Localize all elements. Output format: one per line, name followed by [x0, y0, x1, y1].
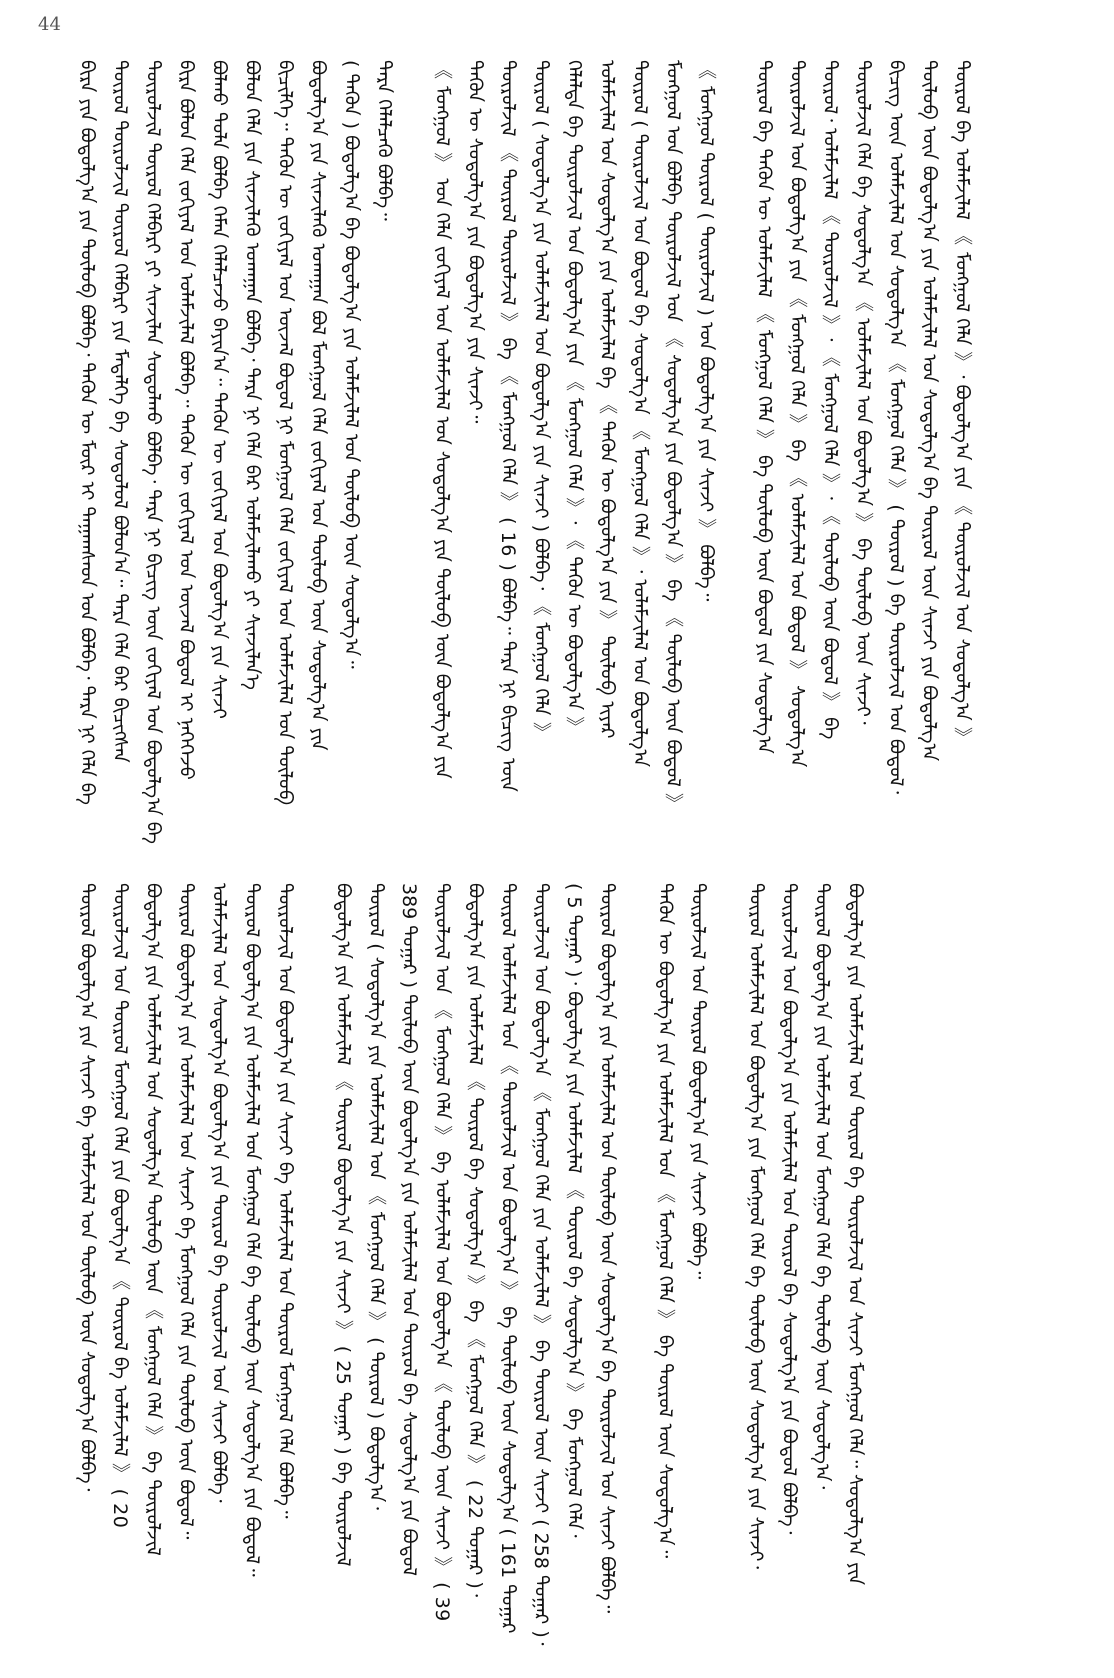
- text-column: ᠲᠥᠷᠦᠯ᠂ ᠤᠯᠠᠮᠵᠢᠯᠠᠯ 《 ᠲᠥᠷᠥᠯᠵᠢᠯ 》᠂ 《 ᠮᠣᠩᠭᠣᠯ ᠬᠡᠯᠡ 》᠂ 《 ᠲᠥᠯᠦᠪ ᠦᠨ ᠪᠣᠳᠤᠯ 》 ᠪᠠ: [819, 60, 841, 740]
- text-column: ᠪᠣᠳᠤᠯᠭ᠎ᠠ ᠶᠢᠨ ᠤᠯᠠᠮᠵᠢᠯᠠᠯ 《 ᠲᠥᠷᠦᠯ ᠪᠣᠳᠤᠯᠭ᠎ᠠ ᠶᠢᠨ ᠰᠢᠨᠵᠢ 》 ( 25 ᠳᠤᠭᠠᠷ ) ᠪᠠ ᠲᠥᠷᠥᠯᠵᠢᠯ: [332, 883, 354, 1567]
- text-column: ᠲᠥᠷᠥᠯᠵᠢᠯ ᠲᠥᠷᠦᠯ ᠬᠡᠯᠪᠡᠷᠢ ᠶᠢ ᠰᠢᠨᠵᠢᠯᠡᠨ ᠰᠤᠳᠤᠯᠬᠤ ᠪᠣᠯᠪᠠ᠂ ᠲᠡᠷᠡ ᠨᠢ ᠪᠢᠴᠢᠭ ᠦᠨ ᠵᠣᠬᠢᠶᠠᠯ ᠤᠨ ᠪᠣᠳᠤᠯᠭ᠎ᠠ ᠪᠠ: [142, 60, 164, 844]
- text-column: ᠤᠯᠠᠮᠵᠢᠯᠠᠯ ᠤᠨ ᠰᠤᠳᠤᠯᠭ᠎ᠠ ᠪᠣᠳᠤᠯᠭ᠎ᠠ ᠶᠢᠨ ᠲᠥᠷᠦᠯ ᠪᠠ ᠲᠥᠷᠥᠯᠵᠢᠯ ᠤᠨ ᠰᠢᠨᠵᠢ ᠪᠣᠯᠪᠠ᠂: [208, 883, 230, 1503]
- text-column: ᠪᠣᠳᠤᠯᠭ᠎ᠠ ᠶᠢᠨ ᠤᠯᠠᠮᠵᠢᠯᠠᠯ 《 ᠲᠥᠷᠦᠯ ᠪᠠ ᠰᠤᠳᠤᠯᠭ᠎ᠠ 》 ᠪᠠ 《 ᠮᠣᠩᠭᠣᠯ ᠬᠡᠯᠡ 》 ( 22 ᠳᠤᠭᠠᠷ )᠂: [464, 883, 486, 1598]
- column-gap: [724, 60, 746, 860]
- text-column: ᠲᠡᠷᠡ ᠬᠡᠯᠡᠯᠴᠡᠬᠦ ᠪᠣᠯᠪᠠ᠃: [373, 60, 395, 221]
- text-column: ᠲᠥᠷᠦᠯ ᠪᠣᠳᠤᠯᠭ᠎ᠠ ᠶᠢᠨ ᠤᠯᠠᠮᠵᠢᠯᠠᠯ ᠤᠨ ᠮᠣᠩᠭᠣᠯ ᠬᠡᠯᠡ ᠪᠠ ᠲᠥᠯᠦᠪ ᠦᠨ ᠰᠤᠳᠤᠯᠭ᠎ᠠ ᠶᠢᠨ ᠪᠣᠳᠤᠯ᠃: [241, 883, 263, 1577]
- text-column: ᠲᠥᠷᠦᠯ ( ᠰᠤᠳᠤᠯᠭ᠎ᠠ ᠶᠢᠨ ᠤᠯᠠᠮᠵᠢᠯᠠᠯ ᠤᠨ 《 ᠮᠣᠩᠭᠣᠯ ᠬᠡᠯᠡ 》 ( ᠲᠥᠷᠦᠯ ) ᠪᠣᠳᠤᠯᠭ᠎ᠠ᠂: [365, 883, 387, 1510]
- column-gap: [402, 60, 424, 860]
- text-column: ᠪᠣᠳᠤᠯᠭ᠎ᠠ ᠶᠢᠨ ᠤᠯᠠᠮᠵᠢᠯᠠᠯ ᠤᠨ ᠰᠤᠳᠤᠯᠭ᠎ᠠ ᠲᠥᠯᠦᠪ ᠦᠨ 《 ᠮᠣᠩᠭᠣᠯ ᠬᠡᠯᠡ 》 ᠪᠠ ᠲᠥᠷᠥᠯᠵᠢᠯ: [142, 883, 164, 1556]
- text-column: ᠲᠥᠷᠥᠯᠵᠢᠯ ᠤᠨ ᠪᠣᠳᠤᠯᠭ᠎ᠠ ᠶᠢᠨ ᠤᠯᠠᠮᠵᠢᠯᠠᠯ ᠤᠨ ᠲᠥᠷᠦᠯ ᠪᠠ ᠰᠤᠳᠤᠯᠭ᠎ᠠ ᠶᠢᠨ ᠪᠣᠳᠤᠯ ᠪᠣᠯᠪᠠ᠂: [778, 883, 800, 1535]
- text-column: ᠲᠥᠷᠦᠯ ᠤᠯᠠᠮᠵᠢᠯᠠᠯ ᠤᠨ 《 ᠲᠥᠷᠥᠯᠵᠢᠯ ᠤᠨ ᠪᠣᠳᠤᠯᠭ᠎ᠠ 》 ᠪᠠ ᠲᠥᠯᠦᠪ ᠦᠨ ᠰᠤᠳᠤᠯᠭ᠎ᠠ ( 161 ᠳᠤᠭᠠᠷ: [497, 883, 519, 1634]
- text-column: ᠪᠣᠳᠤᠯᠭ᠎ᠠ ᠶᠢᠨ ᠤᠯᠠᠮᠵᠢᠯᠠᠯ ᠤᠨ ᠲᠥᠷᠦᠯ ᠪᠠ ᠲᠥᠷᠥᠯᠵᠢᠯ ᠤᠨ ᠰᠢᠨᠵᠢ ᠮᠣᠩᠭᠣᠯ ᠬᠡᠯᠡ᠃ ᠰᠤᠳᠤᠯᠭ᠎ᠠ ᠶᠢᠨ: [844, 883, 866, 1586]
- text-column: ᠪᠣᠯᠬᠤ ᠲᠤᠯᠠ ᠪᠣᠯᠪᠠ ᠬᠡᠮᠡᠨ ᠬᠡᠯᠡᠯᠴᠡᠵᠦ ᠪᠠᠶᠢᠨ᠎ᠠ᠃ ᠲᠡᠭᠦᠨ ᠦ ᠵᠣᠬᠢᠶᠠᠯ ᠤᠨ ᠪᠣᠳᠤᠯᠭ᠎ᠠ ᠶᠢᠨ ᠰᠢᠨᠵᠢ: [208, 60, 230, 719]
- page-number: 44: [38, 14, 61, 35]
- text-column: ᠪᠣᠯᠣᠨ ᠬᠡᠯᠡ ᠶᠢᠨ ᠰᠢᠨᠵᠢᠯᠡᠬᠦ ᠤᠬᠠᠭᠠᠨ ᠪᠣᠯᠪᠠ᠂ ᠲᠡᠷᠡ ᠨᠢ ᠬᠡᠯᠡ ᠪᠡᠷ ᠤᠯᠠᠮᠵᠢᠯᠠᠬᠤ ᠶᠢ ᠰᠢᠨᠵᠢᠯᠡᠨ᠎ᠡ: [241, 60, 263, 690]
- text-column: ᠲᠥᠷᠦᠯ ᠲᠥᠷᠥᠯᠵᠢᠯ ᠲᠥᠷᠦᠯ ᠬᠡᠯᠪᠡᠷᠢ ᠶᠢᠨ ᠮᠡᠳᠡᠯᠭᠡ ᠪᠠ ᠰᠤᠳᠤᠯᠤᠯ ᠪᠣᠯᠤᠨ᠎ᠠ᠃ ᠲᠡᠷᠡ ᠬᠡᠯᠡ ᠪᠡᠷ ᠪᠢᠴᠢᠭᠰᠡᠨ: [109, 60, 131, 763]
- text-column: ᠮᠣᠩᠭᠣᠯ ᠤᠨ ᠪᠣᠯᠪᠠ ᠲᠥᠷᠥᠯᠵᠢᠯ ᠤᠨ 《 ᠰᠤᠳᠤᠯᠭ᠎ᠠ ᠶᠢᠨ ᠪᠣᠳᠤᠯᠭ᠎ᠠ 》 ᠪᠠ 《 ᠲᠥᠯᠦᠪ ᠦᠨ ᠪᠣᠳᠤᠯ 》: [662, 60, 684, 813]
- text-column: ᠲᠥᠷᠥᠯᠵᠢᠯ ᠬᠡᠯᠡ ᠪᠠ ᠰᠤᠳᠤᠯᠭ᠎ᠠ 《 ᠤᠯᠠᠮᠵᠢᠯᠠᠯ ᠤᠨ ᠪᠣᠳᠤᠯᠭ᠎ᠠ 》 ᠪᠠ ᠲᠥᠯᠦᠪ ᠦᠨ ᠰᠢᠨᠵᠢ᠂: [852, 60, 874, 725]
- text-column: ᠲᠥᠯᠦᠪ ᠦᠨ ᠪᠣᠳᠤᠯᠭ᠎ᠠ ᠶᠢᠨ ᠤᠯᠠᠮᠵᠢᠯᠠᠯ ᠤᠨ ᠰᠤᠳᠤᠯᠭ᠎ᠠ ᠪᠠ ᠲᠥᠷᠦᠯ ᠦᠨ ᠰᠢᠨᠵᠢ ᠶᠢᠨ ᠪᠣᠳᠤᠯᠭ᠎ᠠ: [918, 60, 940, 762]
- column-gap: [716, 883, 738, 1653]
- text-column: ᠲᠥᠷᠥᠯᠵᠢᠯ ᠤᠨ ᠲᠥᠷᠦᠯ ᠪᠣᠳᠤᠯᠭ᠎ᠠ ᠶᠢᠨ ᠰᠢᠨᠵᠢ ᠪᠣᠯᠪᠠ᠃: [687, 883, 709, 1280]
- text-column: ᠪᠢᠷᠠ ᠪᠣᠯᠤᠨ ᠬᠡᠯᠡ ᠵᠣᠬᠢᠶᠠᠯ ᠤᠨ ᠤᠯᠠᠮᠵᠢᠯᠠᠯ ᠪᠣᠯᠪᠠ᠃ ᠲᠡᠭᠦᠨ ᠦ ᠵᠣᠬᠢᠶᠠᠯ ᠤᠨ ᠦᠵᠡᠯ ᠪᠣᠳᠤᠯ ᠢ ᠨᠡᠭᠡᠭᠡᠵᠦ: [175, 60, 197, 780]
- text-column: ᠲᠥᠷᠦᠯ ( ᠰᠤᠳᠤᠯᠭ᠎ᠠ ᠶᠢᠨ ᠤᠯᠠᠮᠵᠢᠯᠠᠯ ᠤᠨ ᠪᠣᠳᠤᠯᠭ᠎ᠠ ᠶᠢᠨ ᠰᠢᠨᠵᠢ ) ᠪᠣᠯᠪᠠ᠂ 《 ᠮᠣᠩᠭᠣᠯ ᠬᠡᠯᠡ 》: [530, 60, 552, 742]
- text-column: ᠲᠥᠷᠦᠯ ᠪᠣᠳᠤᠯᠭ᠎ᠠ ᠶᠢᠨ ᠤᠯᠠᠮᠵᠢᠯᠠᠯ ᠤᠨ ᠮᠣᠩᠭᠣᠯ ᠬᠡᠯᠡ ᠪᠠ ᠲᠥᠯᠦᠪ ᠦᠨ ᠰᠤᠳᠤᠯᠭ᠎ᠠ᠂: [811, 883, 833, 1490]
- text-column: ᠲᠥᠷᠦᠯ ᠪᠣᠳᠤᠯᠭ᠎ᠠ ᠶᠢᠨ ᠤᠯᠠᠮᠵᠢᠯᠠᠯ ᠤᠨ ᠲᠥᠯᠦᠪ ᠦᠨ ᠰᠤᠳᠤᠯᠭ᠎ᠠ ᠪᠠ ᠲᠥᠷᠥᠯᠵᠢᠯ ᠤᠨ ᠰᠢᠨᠵᠢ ᠪᠣᠯᠪᠠ᠃: [596, 883, 618, 1614]
- text-column: ᠪᠢᠴᠢᠭ ᠦᠨ ᠤᠯᠠᠮᠵᠢᠯᠠᠯ ᠤᠨ ᠰᠤᠳᠤᠯᠭ᠎ᠠ 《 ᠮᠣᠩᠭᠣᠯ ᠬᠡᠯᠡ 》 ( ᠲᠥᠷᠦᠯ ) ᠪᠠ ᠲᠥᠷᠥᠯᠵᠢᠯ ᠤᠨ ᠪᠣᠳᠤᠯ᠂: [885, 60, 907, 795]
- text-column: ᠪᠣᠳᠤᠯᠭ᠎ᠠ ᠶᠢᠨ ᠰᠢᠨᠵᠢᠯᠡᠬᠦ ᠤᠬᠠᠭᠠᠨ ᠪᠣᠯ ᠮᠣᠩᠭᠣᠯ ᠬᠡᠯᠡ ᠵᠣᠬᠢᠶᠠᠯ ᠤᠨ ᠲᠥᠯᠦᠪ ᠦᠨ ᠰᠤᠳᠤᠯᠭ᠎ᠠ ᠶᠢᠨ: [307, 60, 329, 751]
- text-column: ᠪᠢᠴᠢᠯᠭᠡ᠃ ᠲᠡᠭᠦᠨ ᠦ ᠵᠣᠬᠢᠶᠠᠯ ᠤᠨ ᠦᠵᠡᠯ ᠪᠣᠳᠤᠯ ᠨᠢ ᠮᠣᠩᠭᠣᠯ ᠬᠡᠯᠡ ᠵᠣᠬᠢᠶᠠᠯ ᠤᠨ ᠤᠯᠠᠮᠵᠢᠯᠠᠯ ᠤᠨ ᠲᠥᠯᠦᠪ: [274, 60, 296, 806]
- text-column: ᠲᠥᠷᠦᠯ ᠪᠠ ᠤᠯᠠᠮᠵᠢᠯᠠᠯ 《 ᠮᠣᠩᠭᠣᠯ ᠬᠡᠯᠡ 》᠂ ᠪᠣᠳᠤᠯᠭ᠎ᠠ ᠶᠢᠨ 《 ᠲᠥᠷᠥᠯᠵᠢᠯ ᠤᠨ ᠰᠤᠳᠤᠯᠭ᠎ᠠ 》: [951, 60, 973, 747]
- text-column: ᠲᠥᠷᠥᠯᠵᠢᠯ ᠤᠨ ᠲᠥᠷᠦᠯ ᠮᠣᠩᠭᠣᠯ ᠬᠡᠯᠡ ᠶᠢᠨ ᠪᠣᠳᠤᠯᠭ᠎ᠠ 《 ᠲᠥᠷᠦᠯ ᠪᠠ ᠤᠯᠠᠮᠵᠢᠯᠠᠯ 》 ( 20: [109, 883, 131, 1529]
- text-column: 《 ᠮᠣᠩᠭᠣᠯ 》 ᠤᠨ ᠬᠡᠯᠡ ᠵᠣᠬᠢᠶᠠᠯ ᠤᠨ ᠤᠯᠠᠮᠵᠢᠯᠠᠯ ᠤᠨ ᠰᠤᠳᠤᠯᠭ᠎ᠠ ᠶᠢᠨ ᠲᠥᠯᠦᠪ ᠦᠨ ᠪᠣᠳᠤᠯᠭ᠎ᠠ ᠶᠢᠨ: [431, 60, 453, 779]
- text-column: ᠲᠥᠷᠦᠯ ᠪᠣᠳᠤᠯᠭ᠎ᠠ ᠶᠢᠨ ᠤᠯᠠᠮᠵᠢᠯᠠᠯ ᠤᠨ ᠰᠢᠨᠵᠢ ᠪᠠ ᠮᠣᠩᠭᠣᠯ ᠬᠡᠯᠡ ᠶᠢᠨ ᠲᠥᠯᠦᠪ ᠦᠨ ᠪᠣᠳᠤᠯ᠃: [175, 883, 197, 1540]
- text-column: ( ᠲᠡᠭᠦᠨ ) ᠪᠣᠳᠤᠯᠭ᠎ᠠ ᠪᠠ ᠪᠣᠳᠤᠯᠭ᠎ᠠ ᠶᠢᠨ ᠤᠯᠠᠮᠵᠢᠯᠠᠯ ᠤᠨ ᠲᠥᠯᠦᠪ ᠦᠨ ᠰᠤᠳᠤᠯᠭ᠎ᠠ᠃: [340, 60, 362, 669]
- text-column: ᠬᠡᠯᠡᠯᠲᠡ ᠪᠠ ᠲᠥᠷᠥᠯᠵᠢᠯ ᠤᠨ ᠪᠣᠳᠤᠯᠭ᠎ᠠ ᠶᠢᠨ 《 ᠮᠣᠩᠭᠣᠯ ᠬᠡᠯᠡ 》᠂ 《 ᠲᠡᠭᠦᠨ ᠦ ᠪᠣᠳᠤᠯᠭ᠎ᠠ 》: [563, 60, 585, 736]
- text-column: ᠲᠥᠷᠦᠯ ᠪᠠ ᠲᠡᠭᠦᠨ ᠦ ᠤᠯᠠᠮᠵᠢᠯᠠᠯ 《 ᠮᠣᠩᠭᠣᠯ ᠬᠡᠯᠡ 》 ᠪᠠ ᠲᠥᠯᠦᠪ ᠦᠨ ᠪᠣᠳᠤᠯ ᠶᠢᠨ ᠰᠤᠳᠤᠯᠭ᠎ᠠ: [753, 60, 775, 754]
- text-column: ( 5 ᠳᠤᠭᠠᠷ )᠂ ᠪᠣᠳᠤᠯᠭ᠎ᠠ ᠶᠢᠨ ᠤᠯᠠᠮᠵᠢᠯᠠᠯ 《 ᠲᠥᠷᠦᠯ ᠪᠠ ᠰᠤᠳᠤᠯᠭ᠎ᠠ 》 ᠪᠠ ᠮᠣᠩᠭᠣᠯ ᠬᠡᠯᠡ᠂: [563, 883, 585, 1538]
- text-column: ᠲᠥᠷᠥᠯᠵᠢᠯ 《 ᠲᠥᠷᠦᠯ ᠲᠥᠷᠥᠯᠵᠢᠯ 》 ᠪᠠ 《 ᠮᠣᠩᠭᠣᠯ ᠬᠡᠯᠡ 》 ( 16 ) ᠪᠣᠯᠪᠠ᠃ ᠲᠡᠷᠡ ᠨᠢ ᠪᠢᠴᠢᠭ ᠦᠨ: [497, 60, 519, 792]
- text-column: ᠲᠥᠷᠦᠯ ᠪᠣᠳᠤᠯᠭ᠎ᠠ ᠶᠢᠨ ᠰᠢᠨᠵᠢ ᠪᠠ ᠤᠯᠠᠮᠵᠢᠯᠠᠯ ᠤᠨ ᠲᠥᠯᠦᠪ ᠦᠨ ᠰᠤᠳᠤᠯᠭ᠎ᠠ ᠪᠣᠯᠪᠠ᠂: [76, 883, 98, 1492]
- text-column: ᠲᠡᠭᠦᠨ ᠦ ᠪᠣᠳᠤᠯᠭ᠎ᠠ ᠶᠢᠨ ᠤᠯᠠᠮᠵᠢᠯᠠᠯ ᠤᠨ 《 ᠮᠣᠩᠭᠣᠯ ᠬᠡᠯᠡ 》 ᠪᠠ ᠲᠥᠷᠦᠯ ᠦᠨ ᠰᠤᠳᠤᠯᠭ᠎ᠠ᠃: [654, 883, 676, 1559]
- text-column: ᠲᠥᠷᠦᠯ ( ᠲᠥᠷᠥᠯᠵᠢᠯ ᠤᠨ ᠪᠣᠳᠤᠯ ᠪᠠ ᠰᠤᠳᠤᠯᠭ᠎ᠠ 《 ᠮᠣᠩᠭᠣᠯ ᠬᠡᠯᠡ 》᠂ ᠤᠯᠠᠮᠵᠢᠯᠠᠯ ᠤᠨ ᠪᠣᠳᠤᠯᠭ᠎ᠠ: [629, 60, 651, 768]
- text-column: 389 ᠳᠤᠭᠠᠷ ) ᠲᠥᠯᠦᠪ ᠦᠨ ᠪᠣᠳᠤᠯᠭ᠎ᠠ ᠶᠢᠨ ᠤᠯᠠᠮᠵᠢᠯᠠᠯ ᠤᠨ ᠲᠥᠷᠦᠯ ᠪᠠ ᠰᠤᠳᠤᠯᠭ᠎ᠠ ᠶᠢᠨ ᠪᠣᠳᠤᠯ: [398, 883, 420, 1576]
- text-column: ᠪᠢᠷᠠ ᠶᠢᠨ ᠪᠣᠳᠤᠯᠭ᠎ᠠ ᠶᠢᠨ ᠲᠥᠯᠦᠪ ᠪᠣᠯᠪᠠ᠂ ᠲᠡᠭᠦᠨ ᠦ ᠮᠥᠷ ᠢ ᠳᠠᠭᠠᠭᠰᠠᠳ ᠣᠨ ᠪᠣᠯᠪᠠ᠂ ᠲᠡᠷᠡ ᠨᠢ ᠬᠡᠯᠡ ᠪᠡ: [76, 60, 98, 805]
- text-column: 《 ᠮᠣᠩᠭᠣᠯ ᠲᠥᠷᠦᠯ ( ᠲᠥᠷᠥᠯᠵᠢᠯ ) ᠤᠨ ᠪᠣᠳᠤᠯᠭ᠎ᠠ ᠶᠢᠨ ᠰᠢᠨᠵᠢ 》 ᠪᠣᠯᠪᠠ᠃: [695, 60, 717, 602]
- text-column: ᠲᠥᠷᠥᠯᠵᠢᠯ ᠤᠨ ᠪᠣᠳᠤᠯᠭ᠎ᠠ ᠶᠢᠨ 《 ᠮᠣᠩᠭᠣᠯ ᠬᠡᠯᠡ 》 ᠪᠠ 《 ᠤᠯᠠᠮᠵᠢᠯᠠᠯ ᠤᠨ ᠪᠣᠳᠤᠯ 》 ᠰᠤᠳᠤᠯᠭ᠎ᠠ: [786, 60, 808, 768]
- text-column: ᠲᠥᠷᠦᠯ ᠤᠯᠠᠮᠵᠢᠯᠠᠯ ᠤᠨ ᠪᠣᠳᠤᠯᠭ᠎ᠠ ᠶᠢᠨ ᠮᠣᠩᠭᠣᠯ ᠬᠡᠯᠡ ᠪᠠ ᠲᠥᠯᠦᠪ ᠦᠨ ᠰᠤᠳᠤᠯᠭ᠎ᠠ ᠶᠢᠨ ᠰᠢᠨᠵᠢ᠂: [745, 883, 767, 1570]
- column-gap: [625, 883, 647, 1653]
- lower-text-block: [72, 883, 870, 1653]
- text-column: ᠤᠯᠠᠮᠵᠢᠯᠠᠯ ᠤᠨ ᠰᠤᠳᠤᠯᠭ᠎ᠠ ᠶᠢᠨ ᠤᠯᠠᠮᠵᠢᠯᠠᠯ ᠪᠠ 《 ᠲᠡᠭᠦᠨ ᠦ ᠪᠣᠳᠤᠯᠭ᠎ᠠ ᠶᠢᠨ 》 ᠲᠥᠯᠦᠪ ᠢᠶᠠᠷ: [596, 60, 618, 739]
- text-column: ᠲᠡᠭᠦᠨ ᠦ ᠰᠤᠳᠤᠯᠭ᠎ᠠ ᠶᠢᠨ ᠪᠣᠳᠤᠯᠭ᠎ᠠ ᠶᠢᠨ ᠰᠢᠨᠵᠢ᠃: [464, 60, 486, 424]
- text-column: ᠲᠥᠷᠥᠯᠵᠢᠯ ᠤᠨ ᠪᠣᠳᠤᠯᠭ᠎ᠠ 《 ᠮᠣᠩᠭᠣᠯ ᠬᠡᠯᠡ ᠶᠢᠨ ᠤᠯᠠᠮᠵᠢᠯᠠᠯ 》 ᠪᠠ ᠲᠥᠷᠦᠯ ᠦᠨ ᠰᠢᠨᠵᠢ ( 258 ᠳᠤᠭᠠᠷ )᠂: [530, 883, 552, 1646]
- text-column: ᠲᠥᠷᠥᠯᠵᠢᠯ ᠤᠨ 《 ᠮᠣᠩᠭᠣᠯ ᠬᠡᠯᠡ 》 ᠪᠠ ᠤᠯᠠᠮᠵᠢᠯᠠᠯ ᠤᠨ ᠪᠣᠳᠤᠯᠭ᠎ᠠ 《 ᠲᠥᠯᠦᠪ ᠦᠨ ᠰᠢᠨᠵᠢ 》 ( 39: [431, 883, 453, 1622]
- text-column: ᠲᠥᠷᠥᠯᠵᠢᠯ ᠤᠨ ᠪᠣᠳᠤᠯᠭ᠎ᠠ ᠶᠢᠨ ᠰᠢᠨᠵᠢ ᠪᠠ ᠤᠯᠠᠮᠵᠢᠯᠠᠯ ᠤᠨ ᠲᠥᠷᠦᠯ ᠮᠣᠩᠭᠣᠯ ᠬᠡᠯᠡ ᠪᠣᠯᠪᠠ᠃: [274, 883, 296, 1519]
- column-gap: [303, 883, 325, 1653]
- upper-text-block: [72, 60, 977, 860]
